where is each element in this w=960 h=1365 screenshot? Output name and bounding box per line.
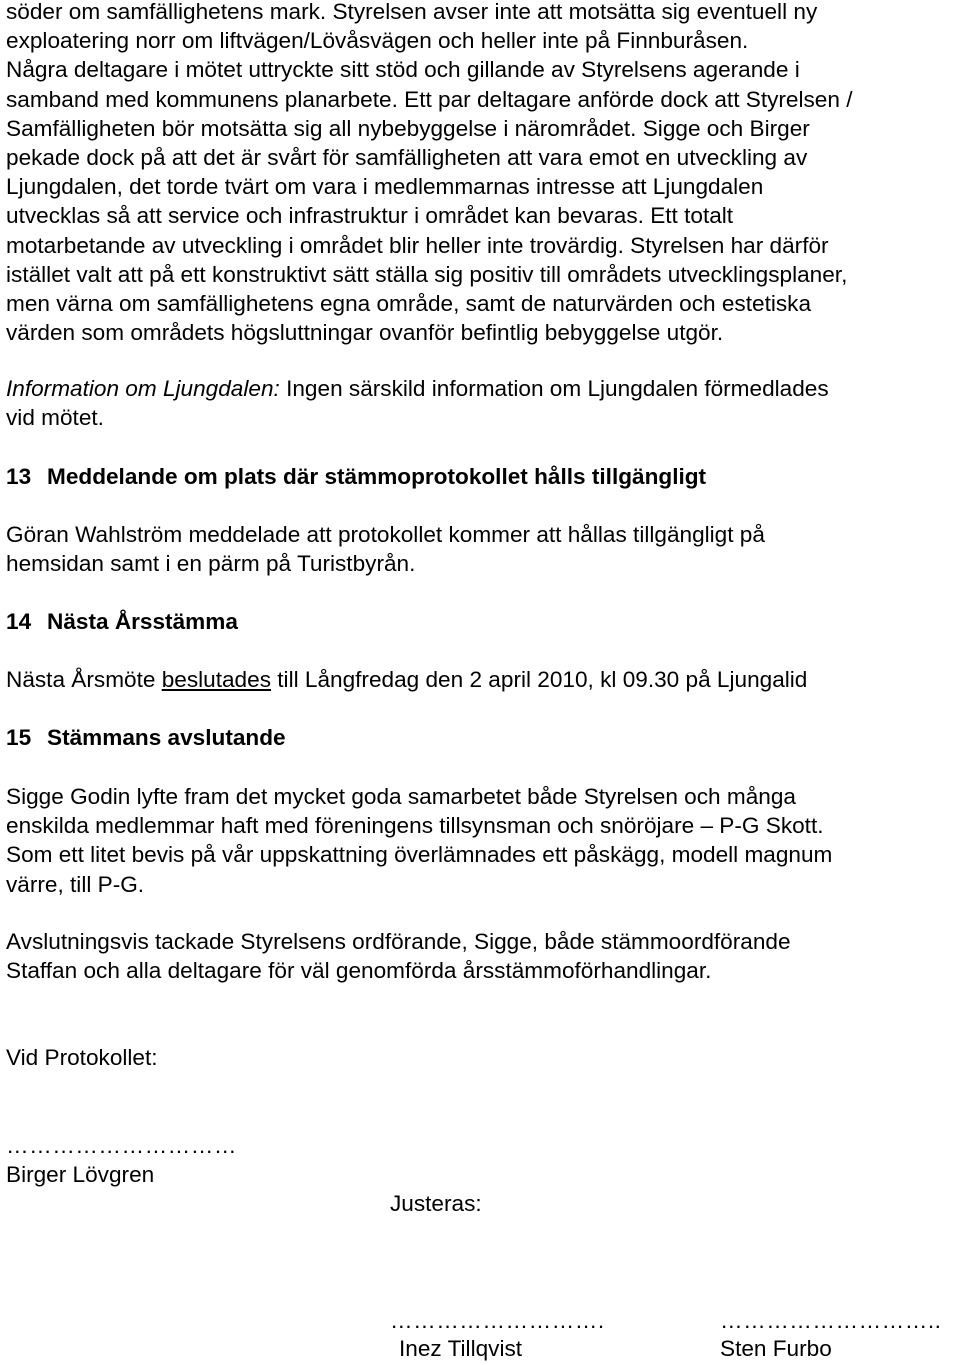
text-line: hemsidan samt i en pärm på Turistbyrån. bbox=[6, 551, 416, 577]
section-13-paragraph bbox=[6, 520, 765, 578]
signatory-name: Birger Lövgren bbox=[6, 1162, 155, 1187]
justeras-label: Justeras: bbox=[390, 1191, 482, 1216]
text-segment: Nästa Årsmöte bbox=[6, 667, 162, 692]
text-line: exploatering norr om liftvägen/Lövåsvägen och heller inte på Finnburåsen. bbox=[6, 28, 749, 54]
text-line: Som ett litet bevis på vår uppskattning överlämnades ett påskägg, modell magnum bbox=[6, 842, 833, 868]
text-line: värre, till P-G. bbox=[6, 871, 145, 897]
text-line: Staffan och alla deltagare för väl genomförda årsstämmoförhandlingar. bbox=[6, 958, 712, 984]
signature-line: ………………………. bbox=[390, 1308, 605, 1333]
signatory-name: Sten Furbo bbox=[720, 1336, 832, 1361]
section-14-paragraph bbox=[6, 665, 807, 694]
text-line: Ljungdalen, det torde tvärt om vara i medlemmarnas intresse att Ljungdalen bbox=[6, 174, 764, 200]
text-line: värden som områdets högsluttningar ovanför befintlig bebyggelse utgör. bbox=[6, 320, 724, 346]
text-line: Avslutningsvis tackade Styrelsens ordförande, Sigge, både stämmoordförande bbox=[6, 929, 791, 954]
info-text: Ingen särskild information om Ljungdalen förmedlades bbox=[279, 376, 829, 401]
underlined-word: beslutades bbox=[161, 667, 271, 692]
text-segment: till Långfredag den 2 april 2010, kl 09.30 på Ljungalid bbox=[271, 667, 808, 692]
text-line: motarbetande av utveckling i området blir heller inte trovärdig. Styrelsen har därför bbox=[6, 232, 829, 258]
section-13-heading bbox=[6, 462, 706, 491]
closing-paragraph bbox=[6, 927, 791, 985]
text-line bbox=[6, 665, 807, 694]
section-number: 14 bbox=[6, 609, 32, 634]
text-line: Samfälligheten bör motsätta sig all nybebyggelse i närområdet. Sigge och Birger bbox=[6, 115, 810, 141]
text-line: pekade dock på att det är svårt för samfälligheten att vara emot en utveckling av bbox=[6, 145, 808, 171]
text-line: enskilda medlemmar haft med föreningens tillsynsman och snöröjare – P-G Skott. bbox=[6, 813, 824, 839]
section-number: 15 bbox=[6, 725, 32, 750]
section-title: Meddelande om plats där stämmoprotokollet hålls tillgängligt bbox=[47, 464, 707, 489]
text-line: vid mötet. bbox=[6, 405, 104, 431]
info-paragraph bbox=[6, 374, 829, 432]
text-line: Göran Wahlström meddelade att protokollet kommer att hållas tillgängligt på bbox=[6, 522, 765, 547]
signature-line: ………………………… bbox=[6, 1133, 237, 1158]
signature-line: ……………………….. bbox=[720, 1308, 942, 1333]
vid-protokollet-label: Vid Protokollet: bbox=[6, 1045, 158, 1070]
text-line: samband med kommunens planarbete. Ett par deltagare anförde dock att Styrelsen / bbox=[6, 86, 853, 112]
section-title: Nästa Årsstämma bbox=[47, 609, 238, 634]
section-title: Stämmans avslutande bbox=[47, 725, 286, 750]
text-line: utvecklas så att service och infrastruktur i området kan bevaras. Ett totalt bbox=[6, 203, 734, 229]
info-label: Information om Ljungdalen: bbox=[6, 376, 280, 401]
text-line bbox=[6, 374, 829, 403]
section-15-paragraph bbox=[6, 782, 832, 899]
text-line: söder om samfällighetens mark. Styrelsen avser inte att motsätta sig eventuell ny bbox=[6, 0, 818, 24]
text-line: istället valt att på ett konstruktivt sätt ställa sig positiv till områdets utvecklingsplaner, bbox=[6, 261, 848, 287]
intro-paragraph bbox=[6, 0, 853, 347]
text-line: Sigge Godin lyfte fram det mycket goda samarbetet både Styrelsen och många bbox=[6, 784, 796, 809]
text-line: men värna om samfällighetens egna område, samt de naturvärden och estetiska bbox=[6, 291, 812, 317]
section-14-heading bbox=[6, 607, 238, 636]
section-15-heading bbox=[6, 723, 286, 752]
section-number: 13 bbox=[6, 464, 32, 489]
text-line: Några deltagare i mötet uttryckte sitt stöd och gillande av Styrelsens agerande i bbox=[6, 57, 800, 83]
signatory-name: Inez Tillqvist bbox=[399, 1336, 523, 1361]
